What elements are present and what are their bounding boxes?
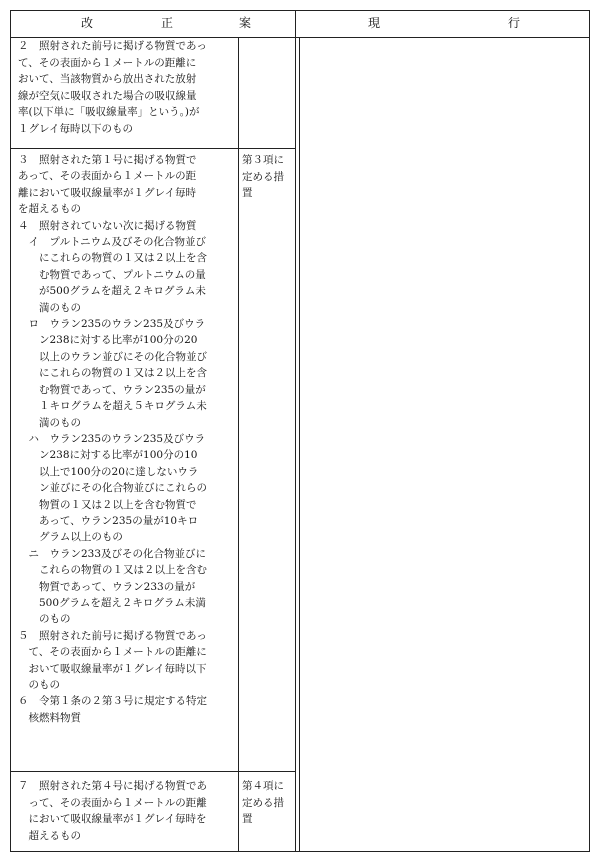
- text-line: ７ 照射された第４号に掲げる物質であ: [18, 780, 207, 792]
- block-separator-2: [10, 771, 296, 772]
- block-separator-1: [10, 148, 296, 149]
- amendment-block-1: [18, 38, 207, 138]
- column-divider-inner: [299, 37, 300, 852]
- table-border-right: [589, 10, 590, 852]
- text-line: 満のもの: [18, 301, 81, 314]
- text-line: おいて、当該物質から放出された放射: [18, 73, 197, 86]
- text-line: て、その表面から１メートルの距離に: [18, 646, 207, 659]
- text-line: 500グラムを超え２キログラム未満: [18, 596, 206, 609]
- text-line: 核燃料物質: [18, 711, 81, 724]
- text-line: ニ ウラン233及びその化合物並びに: [18, 547, 207, 560]
- text-line: のもの: [18, 679, 60, 691]
- amendment-block-2: [18, 152, 207, 726]
- text-line: ６ 令第１条の２第３号に規定する特定: [18, 695, 207, 708]
- text-line: グラム以上のもの: [18, 531, 123, 544]
- side-note-line: 置: [242, 813, 253, 826]
- text-line: て、その表面から１メートルの距離に: [18, 56, 197, 69]
- text-line: ン238に対する比率が100分の20: [18, 334, 198, 347]
- text-line: にこれらの物質の１又は２以上を含: [18, 367, 207, 380]
- text-line: ５ 照射された前号に掲げる物質であっ: [18, 629, 207, 642]
- text-line: 以上のウラン並びにその化合物並び: [18, 350, 207, 363]
- text-line: む物質であって、プルトニウムの量: [18, 268, 206, 281]
- text-line: 離において吸収線量率が１グレイ毎時: [18, 186, 196, 199]
- table-border-left: [10, 10, 11, 852]
- column-divider: [295, 10, 296, 852]
- measure-note-4: [242, 778, 284, 828]
- side-column-divider: [238, 37, 239, 852]
- text-line: ン238に対する比率が100分の10: [18, 449, 198, 462]
- text-line: これらの物質の１又は２以上を含む: [18, 564, 207, 577]
- text-line: 以上で100分の20に達しないウラ: [18, 465, 199, 478]
- text-line: む物質であって、ウラン235の量が: [18, 383, 206, 396]
- text-line: １キログラムを超え５キログラム未: [18, 400, 207, 413]
- text-line: って、その表面から１メートルの距離: [18, 796, 207, 809]
- text-line: 物質であって、ウラン233の量が: [18, 580, 196, 593]
- text-line: ロ ウラン235のウラン235及びウラ: [18, 318, 206, 331]
- text-line: ３ 照射された第１号に掲げる物質で: [18, 154, 197, 166]
- header-left-char: 案: [239, 16, 252, 30]
- text-line: １グレイ毎時以下のもの: [18, 122, 133, 135]
- text-line: にこれらの物質の１又は２以上を含: [18, 252, 207, 265]
- header-left: [81, 10, 252, 36]
- table-border-top: [10, 10, 590, 11]
- text-line: 満のもの: [18, 416, 81, 429]
- text-line: ２ 照射された前号に掲げる物質であっ: [18, 40, 207, 52]
- amendment-block-3: [18, 778, 207, 844]
- text-line: あって、その表面から１メートルの距: [18, 170, 197, 183]
- side-note-line: 置: [242, 187, 253, 200]
- text-line: において吸収線量率が１グレイ毎時を: [18, 813, 207, 826]
- text-line: ン並びにその化合物並びにこれらの: [18, 482, 207, 495]
- header-right-char: 現: [368, 16, 381, 30]
- text-line: 率(以下単に「吸収線量率」という。)が: [18, 106, 200, 119]
- text-line: を超えるもの: [18, 203, 81, 216]
- text-line: ４ 照射されていない次に掲げる物質: [18, 219, 197, 232]
- text-line: おいて吸収線量率が１グレイ毎時以下: [18, 662, 207, 675]
- side-note-line: 第３項に: [242, 154, 284, 166]
- text-line: あって、ウラン235の量が10キロ: [18, 514, 199, 527]
- text-line: 線が空気に吸収された場合の吸収線量: [18, 89, 197, 102]
- table-border-bottom: [10, 851, 590, 852]
- text-line: のもの: [18, 613, 71, 626]
- text-line: 超えるもの: [18, 829, 81, 842]
- text-line: 物質の１又は２以上を含む物質で: [18, 498, 197, 511]
- side-note-line: 定める措: [242, 796, 284, 809]
- text-line: ハ ウラン235のウラン235及びウラ: [18, 432, 206, 445]
- header-left-char: 正: [161, 16, 174, 30]
- text-line: が500グラムを超え２キログラム未: [18, 285, 206, 298]
- text-line: イ プルトニウム及びその化合物並び: [18, 236, 207, 249]
- side-note-line: 第４項に: [242, 780, 284, 792]
- side-note-line: 定める措: [242, 170, 284, 183]
- header-left-char: 改: [81, 16, 94, 30]
- header-right-char: 行: [508, 16, 521, 30]
- header-right: [368, 10, 521, 36]
- measure-note-3: [242, 152, 284, 202]
